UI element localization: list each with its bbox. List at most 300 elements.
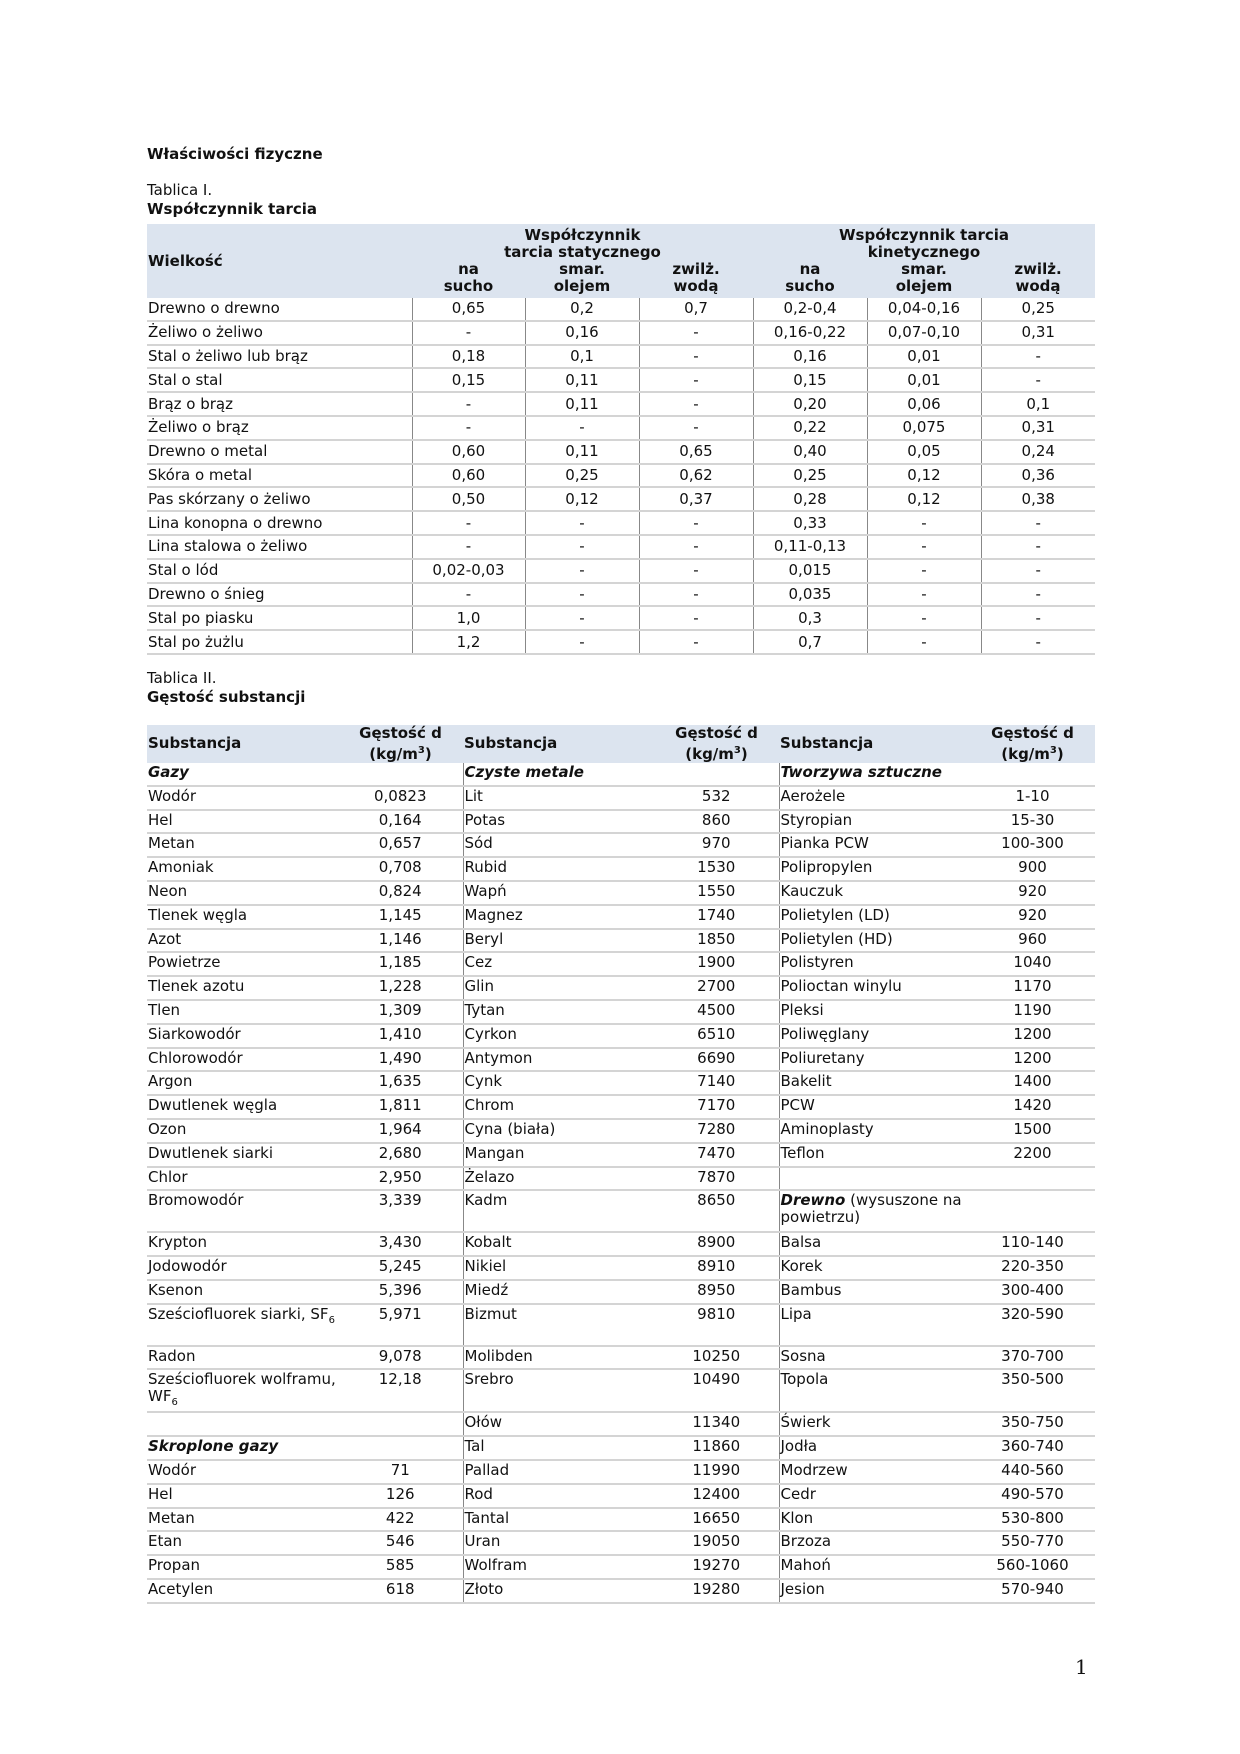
friction-value: - [639,511,753,535]
substance-name: Cyrkon [463,1024,654,1048]
substance-name: Polistyren [779,952,970,976]
category-heading: Tworzywa sztuczne [779,763,970,786]
substance-name: Wapń [463,881,654,905]
density-value: 860 [654,810,779,834]
friction-value: 0,11 [525,392,639,416]
substance-name: Ksenon [147,1280,338,1304]
substance-name: Propan [147,1555,338,1579]
substance-name: Żelazo [463,1167,654,1191]
density-value: 9,078 [338,1346,463,1370]
density-row [147,810,1095,834]
friction-value: - [867,630,981,654]
col-quantity: Wielkość [147,224,412,298]
substance-name: Antymon [463,1048,654,1072]
friction-value: 0,07-0,10 [867,321,981,345]
density-row [147,1024,1095,1048]
friction-value: 0,7 [639,298,753,321]
col-substance: Substancja [779,725,970,763]
substance-name: Argon [147,1071,338,1095]
friction-value: - [525,559,639,583]
substance-name: Korek [779,1256,970,1280]
density-value: 585 [338,1555,463,1579]
substance-name: Tlenek azotu [147,976,338,1000]
substance-name: Bakelit [779,1071,970,1095]
friction-table [147,224,1095,655]
page-number: 1 [1075,1655,1088,1679]
friction-pair: Stal o żeliwo lub brąz [147,345,412,369]
density-row [147,881,1095,905]
substance-name: Polietylen (HD) [779,929,970,953]
friction-value: 0,31 [981,416,1095,440]
friction-value: 0,1 [981,392,1095,416]
friction-value: 0,37 [639,487,753,511]
friction-value: 0,40 [753,440,867,464]
substance-name: Chrom [463,1095,654,1119]
friction-value: - [867,606,981,630]
friction-value: 0,20 [753,392,867,416]
substance-name: Bambus [779,1280,970,1304]
density-value: 8900 [654,1232,779,1256]
substance-name: Potas [463,810,654,834]
density-value: 0,657 [338,833,463,857]
friction-value: 0,24 [981,440,1095,464]
density-value [338,1412,463,1436]
subheader-5: zwilż. wodą [981,261,1095,298]
substance-name: Klon [779,1508,970,1532]
friction-value: 0,65 [639,440,753,464]
density-value: 2200 [970,1143,1095,1167]
substance-name: Glin [463,976,654,1000]
table1-label: Tablica I. [147,181,213,199]
substance-name: Tal [463,1436,654,1460]
density-row [147,1579,1095,1603]
substance-name: Hel [147,810,338,834]
density-value: 12400 [654,1484,779,1508]
substance-name: Sód [463,833,654,857]
density-value: 1200 [970,1024,1095,1048]
substance-name: Topola [779,1369,970,1412]
friction-row [147,298,1095,321]
friction-value: 0,65 [412,298,525,321]
substance-name: Metan [147,833,338,857]
friction-row [147,368,1095,392]
subheader-4: smar. olejem [867,261,981,298]
density-value: 1740 [654,905,779,929]
density-value: 1,410 [338,1024,463,1048]
density-value: 422 [338,1508,463,1532]
table2-title: Gęstość substancji [147,687,306,706]
density-value: 7170 [654,1095,779,1119]
density-value: 0,0823 [338,786,463,810]
density-value [970,1190,1095,1232]
friction-value: - [981,606,1095,630]
substance-name: PCW [779,1095,970,1119]
friction-pair: Pas skórzany o żeliwo [147,487,412,511]
density-value: 920 [970,905,1095,929]
friction-pair: Stal po żużlu [147,630,412,654]
substance-name: Poliwęglany [779,1024,970,1048]
friction-value: 0,015 [753,559,867,583]
substance-name: Wodór [147,786,338,810]
density-value: 1,964 [338,1119,463,1143]
density-row [147,1280,1095,1304]
density-value: 1550 [654,881,779,905]
density-value: 3,339 [338,1190,463,1232]
friction-value: - [639,416,753,440]
substance-name: Aerożele [779,786,970,810]
density-value: 300-400 [970,1280,1095,1304]
density-value: 1170 [970,976,1095,1000]
density-value: 9810 [654,1304,779,1346]
friction-value: 0,25 [525,464,639,488]
substance-name: Sześciofluorek wolframu, $WF_6$ [147,1369,338,1412]
density-row [147,1484,1095,1508]
friction-value: 0,11-0,13 [753,535,867,559]
substance-name: Tytan [463,1000,654,1024]
density-value: 1,146 [338,929,463,953]
substance-name: Jodła [779,1436,970,1460]
substance-name: Sześciofluorek siarki, $SF_6$ [147,1304,338,1346]
substance-name: Uran [463,1531,654,1555]
substance-name: Magnez [463,905,654,929]
density-value: 350-750 [970,1412,1095,1436]
friction-row [147,440,1095,464]
density-value: 1850 [654,929,779,953]
substance-name: Tlen [147,1000,338,1024]
friction-value: 0,7 [753,630,867,654]
density-row [147,1167,1095,1191]
density-value: 960 [970,929,1095,953]
friction-value: - [639,535,753,559]
substance-name: Teflon [779,1143,970,1167]
friction-value: 0,60 [412,464,525,488]
substance-name: Bizmut [463,1304,654,1346]
friction-value: 0,50 [412,487,525,511]
density-value: 8910 [654,1256,779,1280]
friction-value: 0,01 [867,368,981,392]
friction-value: 0,28 [753,487,867,511]
col-density: Gęstość d $(kg/m^3)$ [970,725,1095,763]
density-value: 1,145 [338,905,463,929]
substance-name: Radon [147,1346,338,1370]
friction-value: 1,2 [412,630,525,654]
substance-name: Miedź [463,1280,654,1304]
substance-name: Dwutlenek węgla [147,1095,338,1119]
density-row [147,1412,1095,1436]
density-row [147,1048,1095,1072]
density-value: 10490 [654,1369,779,1412]
substance-name [147,1412,338,1436]
substance-name: Wolfram [463,1555,654,1579]
density-value: 530-800 [970,1508,1095,1532]
friction-value: 0,1 [525,345,639,369]
friction-value: - [525,606,639,630]
density-row [147,1119,1095,1143]
friction-value: 0,075 [867,416,981,440]
friction-pair: Stal o lód [147,559,412,583]
subheader-1: smar. olejem [525,261,639,298]
friction-value: - [981,345,1095,369]
friction-value: - [525,416,639,440]
table1-caption [147,181,1095,219]
friction-value: 0,04-0,16 [867,298,981,321]
density-value: 7870 [654,1167,779,1191]
friction-value: - [639,368,753,392]
density-value: 1040 [970,952,1095,976]
substance-name: Lit [463,786,654,810]
density-value: 320-590 [970,1304,1095,1346]
density-value: 920 [970,881,1095,905]
subheader-2: zwilż. wodą [639,261,753,298]
substance-name: Beryl [463,929,654,953]
density-value: 0,164 [338,810,463,834]
col-substance: Substancja [463,725,654,763]
density-value: 5,396 [338,1280,463,1304]
friction-value: - [639,583,753,607]
friction-value: - [639,559,753,583]
density-value: 71 [338,1460,463,1484]
friction-row [147,345,1095,369]
density-value: 8650 [654,1190,779,1232]
friction-row [147,321,1095,345]
density-row [147,1555,1095,1579]
subheader-3: na sucho [753,261,867,298]
friction-pair: Żeliwo o żeliwo [147,321,412,345]
table2-caption [147,669,1095,707]
density-value: 1190 [970,1000,1095,1024]
density-value: 2,680 [338,1143,463,1167]
density-value: 360-740 [970,1436,1095,1460]
friction-value: - [412,535,525,559]
substance-name: Acetylen [147,1579,338,1603]
substance-name: Metan [147,1508,338,1532]
density-row [147,1460,1095,1484]
friction-value: - [412,392,525,416]
friction-value: 0,60 [412,440,525,464]
friction-value: 0,12 [525,487,639,511]
density-table [147,725,1095,1604]
substance-name: Pianka PCW [779,833,970,857]
friction-value: 0,3 [753,606,867,630]
density-value: 19280 [654,1579,779,1603]
category-heading: Czyste metale [463,763,654,786]
friction-value: - [525,535,639,559]
substance-name: Etan [147,1531,338,1555]
friction-value: 0,36 [981,464,1095,488]
friction-value: 0,33 [753,511,867,535]
friction-value: 0,16-0,22 [753,321,867,345]
substance-name: Cez [463,952,654,976]
density-row [147,1190,1095,1232]
density-value: 5,245 [338,1256,463,1280]
density-row [147,952,1095,976]
friction-value: - [981,630,1095,654]
friction-pair: Drewno o metal [147,440,412,464]
substance-name: Hel [147,1484,338,1508]
friction-value: - [867,583,981,607]
substance-name: Molibden [463,1346,654,1370]
density-value: 1,811 [338,1095,463,1119]
density-row [147,1071,1095,1095]
friction-value: - [639,606,753,630]
substance-name: Brzoza [779,1531,970,1555]
table2-label: Tablica II. [147,668,217,687]
substance-name: Pleksi [779,1000,970,1024]
friction-pair: Stal po piasku [147,606,412,630]
friction-value: - [981,535,1095,559]
substance-name: Wodór [147,1460,338,1484]
friction-value: 0,15 [412,368,525,392]
density-value: 1420 [970,1095,1095,1119]
substance-name: Polioctan winylu [779,976,970,1000]
friction-value: 1,0 [412,606,525,630]
substance-name: Balsa [779,1232,970,1256]
table1-title: Współczynnik tarcia [147,200,318,218]
friction-row [147,392,1095,416]
density-value: 100-300 [970,833,1095,857]
substance-name: Chlorowodór [147,1048,338,1072]
density-row [147,1232,1095,1256]
density-value [338,1436,463,1460]
density-value: 16650 [654,1508,779,1532]
friction-value: - [525,511,639,535]
friction-pair: Drewno o drewno [147,298,412,321]
friction-value: 0,02-0,03 [412,559,525,583]
group-kinetic: Współczynnik tarcia kinetycznego [753,224,1095,261]
density-value: 1,635 [338,1071,463,1095]
friction-value: - [525,630,639,654]
density-value: 2,950 [338,1167,463,1191]
friction-pair: Żeliwo o brąz [147,416,412,440]
density-row [147,786,1095,810]
density-value: 1,228 [338,976,463,1000]
friction-value: 0,25 [753,464,867,488]
density-value: 900 [970,857,1095,881]
page-heading: Właściwości fizyczne [147,145,323,163]
col-density: Gęstość d $(kg/m^3)$ [654,725,779,763]
col-substance: Substancja [147,725,338,763]
friction-row [147,606,1095,630]
density-value: 1,309 [338,1000,463,1024]
friction-value: - [639,321,753,345]
friction-pair: Stal o stal [147,368,412,392]
substance-name: Azot [147,929,338,953]
density-row [147,1000,1095,1024]
density-value [338,763,463,786]
density-value: 6690 [654,1048,779,1072]
friction-value: - [867,511,981,535]
density-value: 3,430 [338,1232,463,1256]
friction-value: 0,12 [867,487,981,511]
friction-value: - [867,535,981,559]
density-value: 4500 [654,1000,779,1024]
friction-value: 0,16 [753,345,867,369]
friction-value: - [639,392,753,416]
substance-name: Polietylen (LD) [779,905,970,929]
friction-value: 0,2 [525,298,639,321]
density-row [147,1346,1095,1370]
friction-value: - [639,345,753,369]
substance-name: Siarkowodór [147,1024,338,1048]
friction-value: 0,25 [981,298,1095,321]
substance-name: Pallad [463,1460,654,1484]
substance-name: Polipropylen [779,857,970,881]
friction-pair: Skóra o metal [147,464,412,488]
friction-value: - [412,511,525,535]
friction-row [147,583,1095,607]
friction-value: 0,16 [525,321,639,345]
friction-row [147,416,1095,440]
friction-row [147,559,1095,583]
density-value: 1-10 [970,786,1095,810]
category-heading: Drewno (wysuszone na powietrzu) [779,1190,970,1232]
density-row [147,1369,1095,1412]
friction-value: - [412,416,525,440]
category-heading: Gazy [147,763,338,786]
friction-row [147,464,1095,488]
friction-value: 0,38 [981,487,1095,511]
friction-value: - [412,321,525,345]
friction-value: - [981,368,1095,392]
density-value: 8950 [654,1280,779,1304]
density-value: 7470 [654,1143,779,1167]
substance-name: Aminoplasty [779,1119,970,1143]
substance-name: Dwutlenek siarki [147,1143,338,1167]
density-value: 15-30 [970,810,1095,834]
substance-name: Sosna [779,1346,970,1370]
density-value: 546 [338,1531,463,1555]
substance-name: Złoto [463,1579,654,1603]
density-value: 110-140 [970,1232,1095,1256]
friction-pair: Lina stalowa o żeliwo [147,535,412,559]
substance-name: Modrzew [779,1460,970,1484]
substance-name: Bromowodór [147,1190,338,1232]
density-value: 7140 [654,1071,779,1095]
density-row [147,763,1095,786]
substance-name: Ozon [147,1119,338,1143]
friction-value: 0,22 [753,416,867,440]
friction-value: - [639,630,753,654]
density-row [147,1508,1095,1532]
substance-name: Lipa [779,1304,970,1346]
friction-pair: Drewno o śnieg [147,583,412,607]
density-row [147,833,1095,857]
density-value: 618 [338,1579,463,1603]
density-value: 1500 [970,1119,1095,1143]
subheader-0: na sucho [412,261,525,298]
friction-value: 0,31 [981,321,1095,345]
density-value [970,763,1095,786]
density-value: 6510 [654,1024,779,1048]
density-value: 532 [654,786,779,810]
density-value: 1,185 [338,952,463,976]
density-row [147,1531,1095,1555]
density-value: 220-350 [970,1256,1095,1280]
substance-name: Jodowodór [147,1256,338,1280]
density-value: 10250 [654,1346,779,1370]
density-row [147,929,1095,953]
friction-pair: Lina konopna o drewno [147,511,412,535]
friction-row [147,511,1095,535]
density-value: 0,824 [338,881,463,905]
substance-name: Srebro [463,1369,654,1412]
substance-name: Tlenek węgla [147,905,338,929]
density-value: 1400 [970,1071,1095,1095]
density-row [147,976,1095,1000]
substance-name: Jesion [779,1579,970,1603]
substance-name: Powietrze [147,952,338,976]
density-value: 440-560 [970,1460,1095,1484]
